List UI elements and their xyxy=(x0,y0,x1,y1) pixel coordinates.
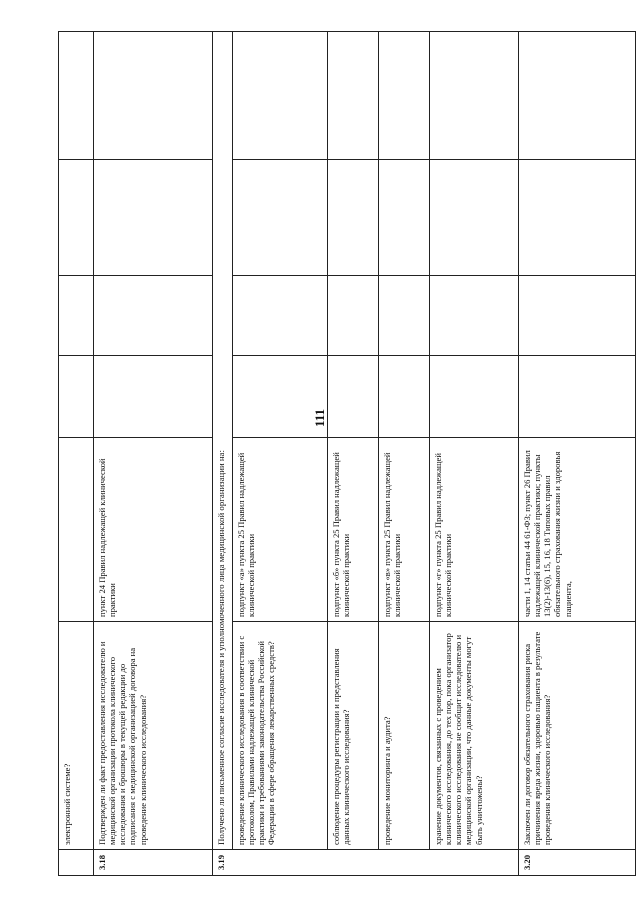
answer-cell xyxy=(519,160,636,276)
answer-cell xyxy=(430,356,519,438)
question-cell: хранение документов, связанных с проведением клинического исследования, до тех пор, пока организатор клинического исследования не сообщит исследователю и медицинской организации, что данные документы могут быть уничтожены? xyxy=(430,622,519,850)
notes-cell xyxy=(59,32,94,160)
table-row xyxy=(379,32,430,876)
row-number xyxy=(59,850,94,876)
notes-cell xyxy=(94,32,213,160)
notes-cell xyxy=(379,32,430,160)
checklist-table-container xyxy=(58,32,604,876)
notes-cell xyxy=(430,32,519,160)
question-cell: Подтвержден ли факт предоставления исследователю и медицинской организации протокола клинического исследования и брошюры в текущей редакции до подписания с медицинской организацией договора на проведение клинического исследования? xyxy=(94,622,213,850)
answer-cell xyxy=(379,160,430,276)
row-number: 3.20 xyxy=(519,850,636,876)
reference-cell: подпункт «а» пункта 25 Правил надлежащей клинической практики xyxy=(233,438,328,622)
reference-cell: пункт 24 Правил надлежащей клинической практики xyxy=(94,438,213,622)
question-cell: электронной системе? xyxy=(59,622,94,850)
reference-cell: подпункт «б» пункта 25 Правил надлежащей клинической практики xyxy=(328,438,379,622)
table-row xyxy=(94,32,213,876)
reference-cell: подпункт «в» пункта 25 Правил надлежащей клинической практики xyxy=(379,438,430,622)
table-row xyxy=(59,32,94,876)
notes-cell xyxy=(233,32,328,160)
answer-cell xyxy=(328,160,379,276)
question-cell: Заключен ли договор обязательного страхования риска причинения вреда жизни, здоровью пациента в результате проведения клинического исследования? xyxy=(519,622,636,850)
table-row xyxy=(233,32,328,876)
answer-cell xyxy=(379,356,430,438)
reference-cell: подпункт «г» пункта 25 Правил надлежащей клинической практики xyxy=(430,438,519,622)
answer-cell xyxy=(59,160,94,276)
checklist-table xyxy=(58,31,636,876)
reference-cell xyxy=(59,438,94,622)
answer-cell xyxy=(94,160,213,276)
page-number: 111 xyxy=(312,408,327,428)
answer-cell xyxy=(379,276,430,356)
answer-cell xyxy=(233,356,328,438)
row-number: 3.18 xyxy=(94,850,213,876)
row-number: 3.19 xyxy=(213,850,519,876)
answer-cell xyxy=(328,276,379,356)
table-row xyxy=(430,32,519,876)
answer-cell xyxy=(430,160,519,276)
question-cell: проведение клинического исследования в соответствии с протоколом, Правилами надлежащей клинической практики и требованиями законодательства Российской Федерации в сфере обращения лекарственных средств? xyxy=(233,622,328,850)
answer-cell xyxy=(59,356,94,438)
notes-cell xyxy=(328,32,379,160)
answer-cell xyxy=(233,276,328,356)
question-cell: соблюдение процедуры регистрации и представления данных клинического исследования? xyxy=(328,622,379,850)
reference-cell: части 1, 14 статьи 44 61-ФЗ; пункт 26 Правил надлежащей клинической практики; пункты 13(2)-13(6), 15, 16, 18 Типовых правил обязательного страхования жизни и здоровья пациента, xyxy=(519,438,636,622)
answer-cell xyxy=(233,160,328,276)
table-row xyxy=(328,32,379,876)
answer-cell xyxy=(59,276,94,356)
notes-cell xyxy=(519,32,636,160)
answer-cell xyxy=(519,356,636,438)
section-header-cell: Получено ли письменное согласие исследователя и уполномоченного лица медицинской организации на: xyxy=(213,32,233,850)
answer-cell xyxy=(94,356,213,438)
table-row xyxy=(213,32,233,876)
answer-cell xyxy=(328,356,379,438)
question-cell: проведение мониторинга и аудита? xyxy=(379,622,430,850)
answer-cell xyxy=(430,276,519,356)
rotated-sheet xyxy=(58,32,604,876)
answer-cell xyxy=(94,276,213,356)
answer-cell xyxy=(519,276,636,356)
table-row xyxy=(519,32,636,876)
